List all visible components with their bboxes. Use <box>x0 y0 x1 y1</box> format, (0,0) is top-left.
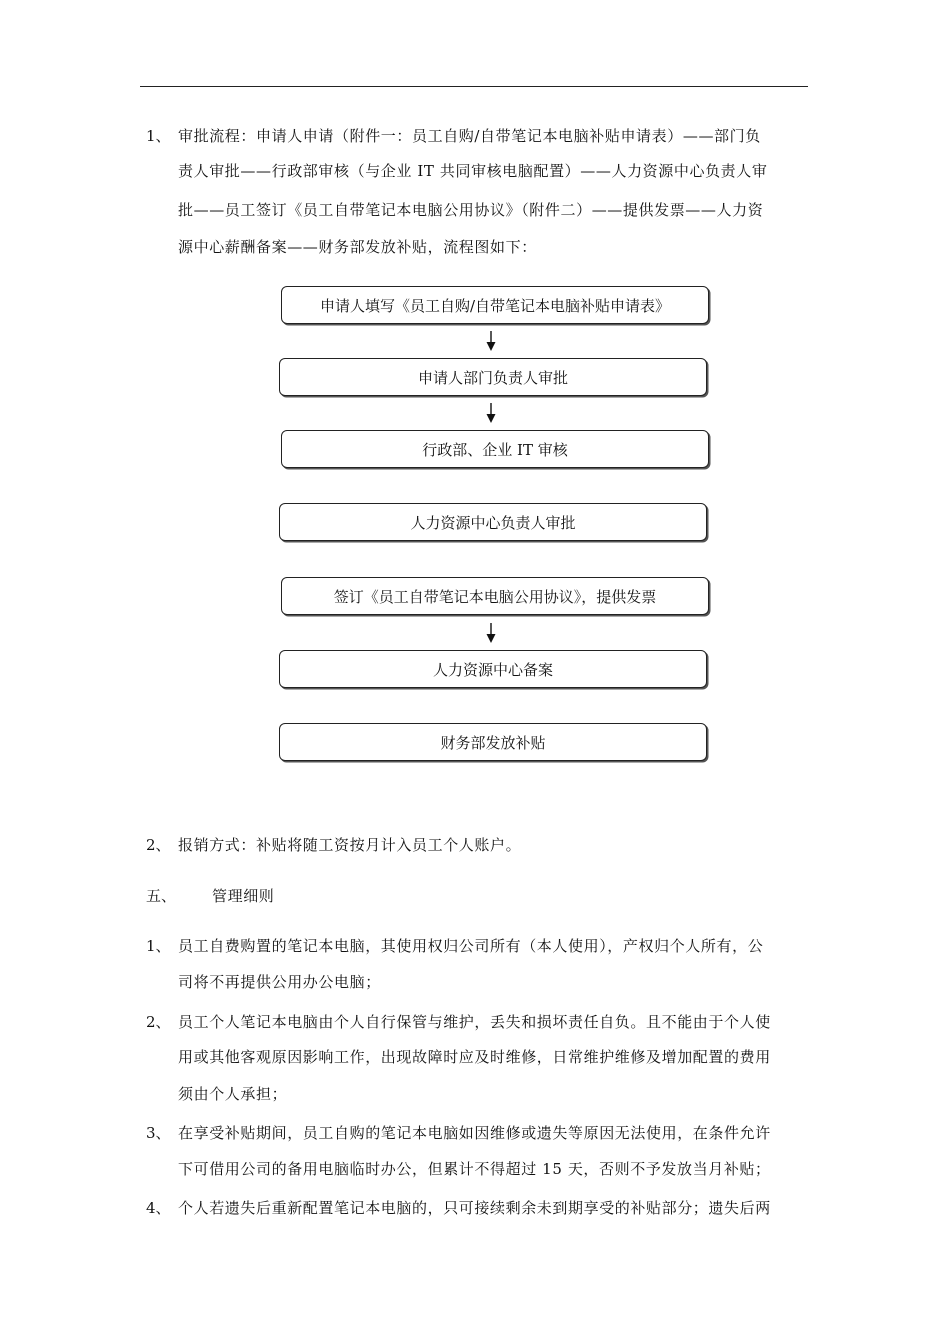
paragraph-line: 责人审批——行政部审核（与企业 IT 共同审核电脑配置）——人力资源中心负责人审 <box>178 162 768 180</box>
item-number: 2、 <box>146 1013 171 1031</box>
item-number: 3、 <box>146 1124 171 1142</box>
flow-step-finance-payment: 财务部发放补贴 <box>279 723 707 761</box>
paragraph-line: 须由个人承担； <box>178 1085 288 1103</box>
flow-step-admin-it-review: 行政部、企业 IT 审核 <box>281 430 709 468</box>
paragraph-line: 源中心薪酬备案——财务部发放补贴，流程图如下： <box>178 238 537 256</box>
paragraph-line: 批——员工签订《员工自带笔记本电脑公用协议》（附件二）——提供发票——人力资 <box>178 201 764 219</box>
paragraph-line: 下可借用公司的备用电脑临时办公，但累计不得超过 15 天，否则不予发放当月补贴； <box>178 1160 771 1178</box>
flow-step-sign-agreement: 签订《员工自带笔记本电脑公用协议》，提供发票 <box>281 577 709 615</box>
arrow-down-icon <box>486 331 496 351</box>
paragraph-line: 报销方式：补贴将随工资按月计入员工个人账户。 <box>178 836 522 854</box>
paragraph-line: 员工个人笔记本电脑由个人自行保管与维护，丢失和损坏责任自负。且不能由于个人使 <box>178 1013 771 1031</box>
arrow-down-icon <box>486 403 496 423</box>
paragraph-line: 个人若遗失后重新配置笔记本电脑的，只可接续剩余未到期享受的补贴部分；遗失后两 <box>178 1199 771 1217</box>
flow-step-apply: 申请人填写《员工自购/自带笔记本电脑补贴申请表》 <box>281 286 709 324</box>
header-rule <box>140 86 808 87</box>
paragraph-line: 审批流程：申请人申请（附件一：员工自购/自带笔记本电脑补贴申请表）——部门负 <box>178 127 761 145</box>
paragraph-line: 用或其他客观原因影响工作，出现故障时应及时维修，日常维护维修及增加配置的费用 <box>178 1048 771 1066</box>
item-number: 4、 <box>146 1199 171 1217</box>
flow-step-dept-approval: 申请人部门负责人审批 <box>279 358 707 396</box>
item-number: 1、 <box>146 127 171 145</box>
item-number: 2、 <box>146 836 171 854</box>
arrow-down-icon <box>486 623 496 643</box>
paragraph-line: 司将不再提供公用办公电脑； <box>178 973 381 991</box>
section-title: 管理细则 <box>212 887 275 905</box>
flow-step-hr-record: 人力资源中心备案 <box>279 650 707 688</box>
paragraph-line: 员工自费购置的笔记本电脑，其使用权归公司所有（本人使用），产权归个人所有，公 <box>178 937 764 955</box>
paragraph-line: 在享受补贴期间，员工自购的笔记本电脑如因维修或遗失等原因无法使用，在条件允许 <box>178 1124 771 1142</box>
section-number: 五、 <box>146 887 177 905</box>
flow-step-hr-approval: 人力资源中心负责人审批 <box>279 503 707 541</box>
item-number: 1、 <box>146 937 171 955</box>
